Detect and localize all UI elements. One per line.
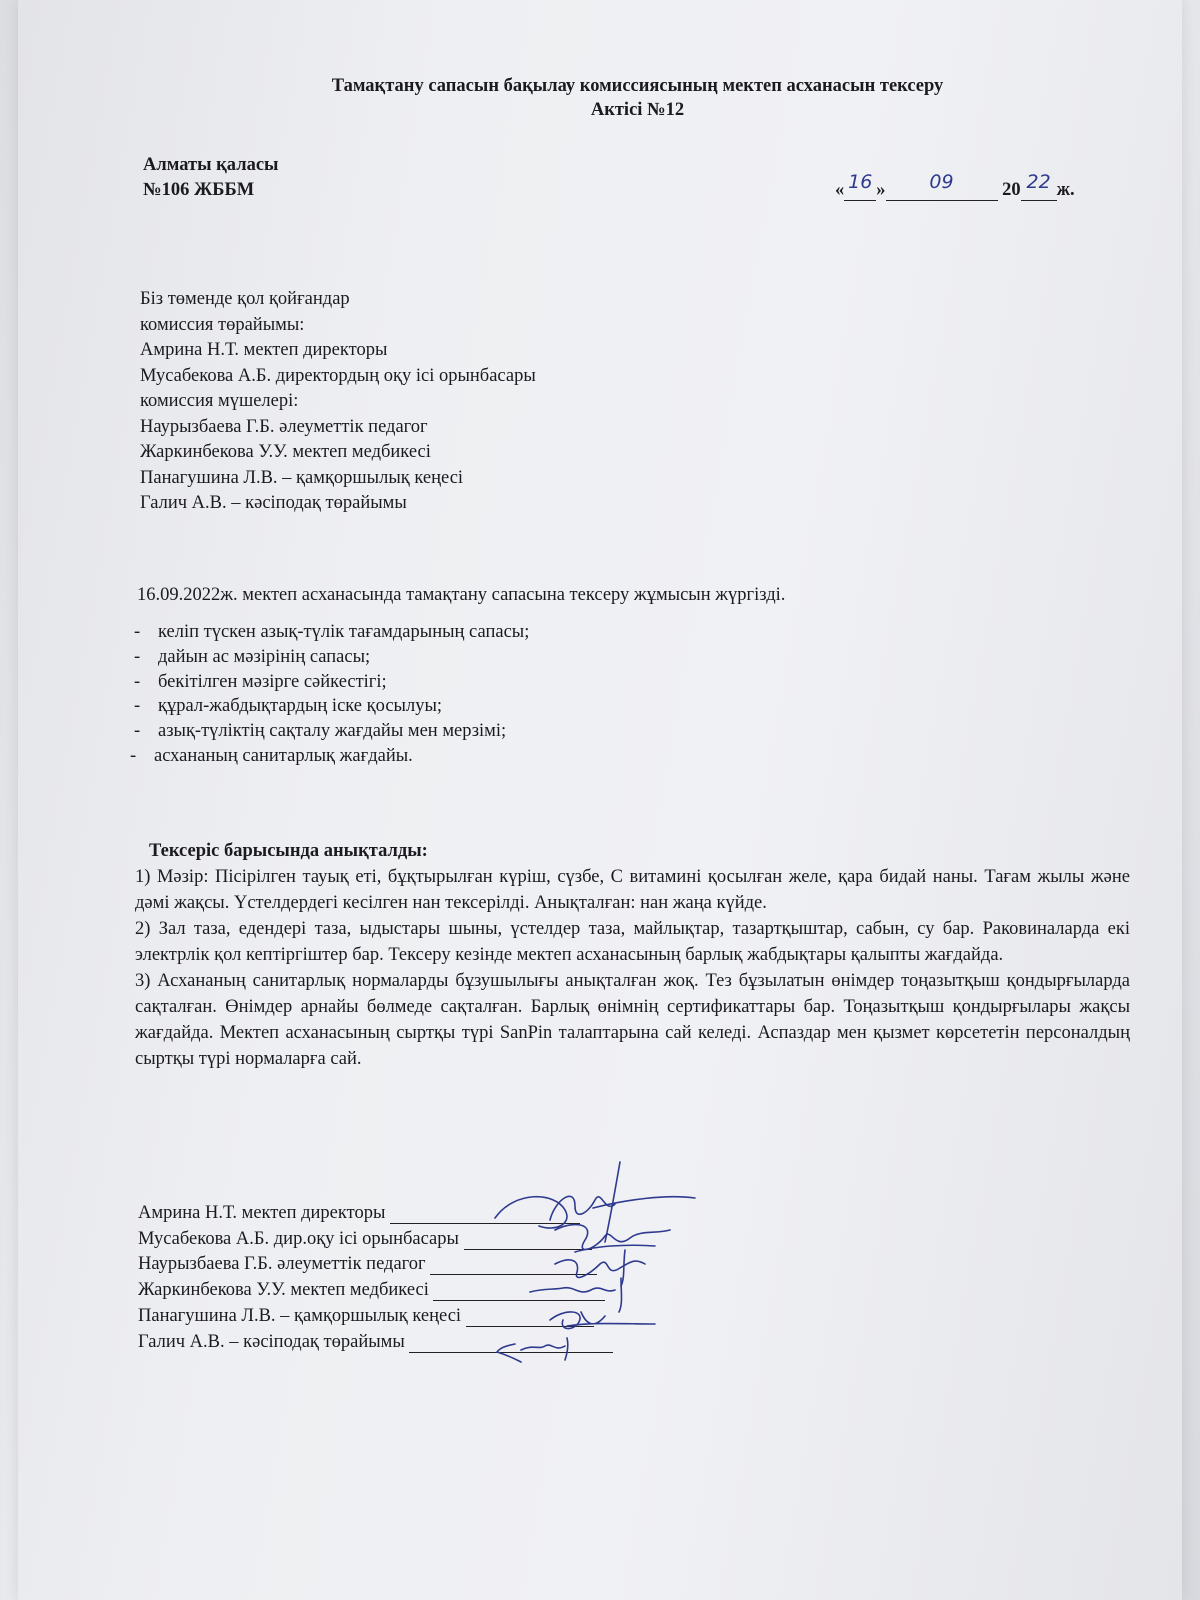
- list-item: - құрал-жабдықтардың іске қосылуы;: [134, 696, 443, 717]
- list-item: - асхананың санитарлық жағдайы.: [130, 745, 413, 766]
- signature-2: [555, 1225, 670, 1252]
- findings-section: [135, 838, 1130, 1072]
- member-item: Галич А.В. – кәсіподақ төрайымы: [140, 493, 407, 513]
- signature-1: [495, 1162, 695, 1242]
- date-close-quote: »: [876, 180, 886, 200]
- commission-intro: Біз төменде қол қойғандар: [140, 289, 350, 309]
- signatory: Амрина Н.Т. мектеп директоры: [138, 1203, 386, 1223]
- signature-5: [550, 1312, 655, 1329]
- signatory: Мусабекова А.Б. дир.оқу ісі орынбасары: [138, 1229, 459, 1249]
- finding-paragraph: 1) Мәзір: Пісірілген тауық еті, бұқтырылған күріш, сүзбе, С витамині қосылған желе, қара бидай наны. Тағам жылы және дәмі жақсы. Үстелдердегі кесілген нан тексерілді. Анықталған: нан жаңа күйде.: [135, 867, 1130, 913]
- signature-6: [497, 1338, 568, 1362]
- list-item: - дайын ас мәзірінің сапасы;: [134, 646, 371, 667]
- member-item: Панагушина Л.В. – қамқоршылық кеңесі: [140, 467, 464, 488]
- chair-heading: комиссия төрайымы:: [140, 314, 305, 335]
- signatory: Галич А.В. – кәсіподақ төрайымы: [138, 1332, 405, 1352]
- date-day: 16: [848, 171, 873, 193]
- member-item: Наурызбаева Г.Б. әлеуметтік педагог: [140, 416, 428, 437]
- date-field: [835, 171, 1075, 201]
- document-title: [0, 74, 1200, 122]
- findings-heading: Тексеріс барысында анықталды:: [149, 841, 428, 861]
- signature-4: [530, 1278, 622, 1312]
- title-line-2: Актісі №12: [590, 100, 685, 120]
- title-line-1: Тамақтану сапасын бақылау комиссиясының мектеп асханасын тексеру: [331, 76, 944, 96]
- signatory: Жаркинбекова У.У. мектеп медбикесі: [138, 1280, 429, 1300]
- inspection-list: [130, 620, 530, 769]
- finding-paragraph: 3) Асхананың санитарлық нормаларды бұзушылығы анықталған жоқ. Тез бұзылатын өнімдер тоңазытқыш қондырғыларда сақталған. Өнімдер арнайы бөлмеде сақталған. Барлық өнімнің сертификаттары бар. Тоңазытқыш қондырғылары жақсы жағдайда. Мектеп асханасының сыртқы түрі SanPin талаптарына сай келеді. Аспаздар мен қызмет көрсететін персоналдың сыртқы түрі нормаларға сай.: [135, 971, 1130, 1069]
- date-year-prefix: 20: [1002, 180, 1021, 200]
- date-month: 09: [929, 171, 954, 193]
- signatory: Панагушина Л.В. – қамқоршылық кеңесі: [138, 1306, 462, 1326]
- handwritten-signatures: [455, 1160, 725, 1370]
- commission-block: [140, 287, 536, 517]
- city: Алматы қаласы: [143, 155, 279, 175]
- date-suffix: ж.: [1056, 180, 1075, 200]
- school-name: №106 ЖББМ: [143, 180, 255, 200]
- members-heading: комиссия мүшелері:: [140, 391, 299, 411]
- date-open-quote: «: [835, 180, 845, 200]
- list-item: - бекітілген мәзірге сәйкестігі;: [134, 671, 387, 692]
- member-item: Жаркинбекова У.У. мектеп медбикесі: [140, 442, 431, 462]
- date-year: 22: [1026, 171, 1051, 193]
- list-item: - келіп түскен азық-түлік тағамдарының сапасы;: [134, 622, 530, 642]
- chair-item: Мусабекова А.Б. директордың оқу ісі орынбасары: [140, 365, 536, 386]
- signature-3: [555, 1250, 645, 1286]
- list-item: - азық-түліктің сақталу жағдайы мен мерзімі;: [134, 721, 507, 742]
- signatory: Наурызбаева Г.Б. әлеуметтік педагог: [138, 1254, 426, 1274]
- inspection-statement: 16.09.2022ж. мектеп асханасында тамақтану сапасына тексеру жұмысын жүргізді.: [137, 585, 786, 605]
- finding-paragraph: 2) Зал таза, едендері таза, ыдыстары шыны, үстелдер таза, майлықтар, тазартқыштар, сабын, су бар. Раковиналарда екі электрлік қол кептіргіштер бар. Тексеру кезінде мектеп асханасының барлық жабдықтары қалыпты жағдайда.: [135, 919, 1130, 965]
- chair-item: Амрина Н.Т. мектеп директоры: [140, 340, 388, 360]
